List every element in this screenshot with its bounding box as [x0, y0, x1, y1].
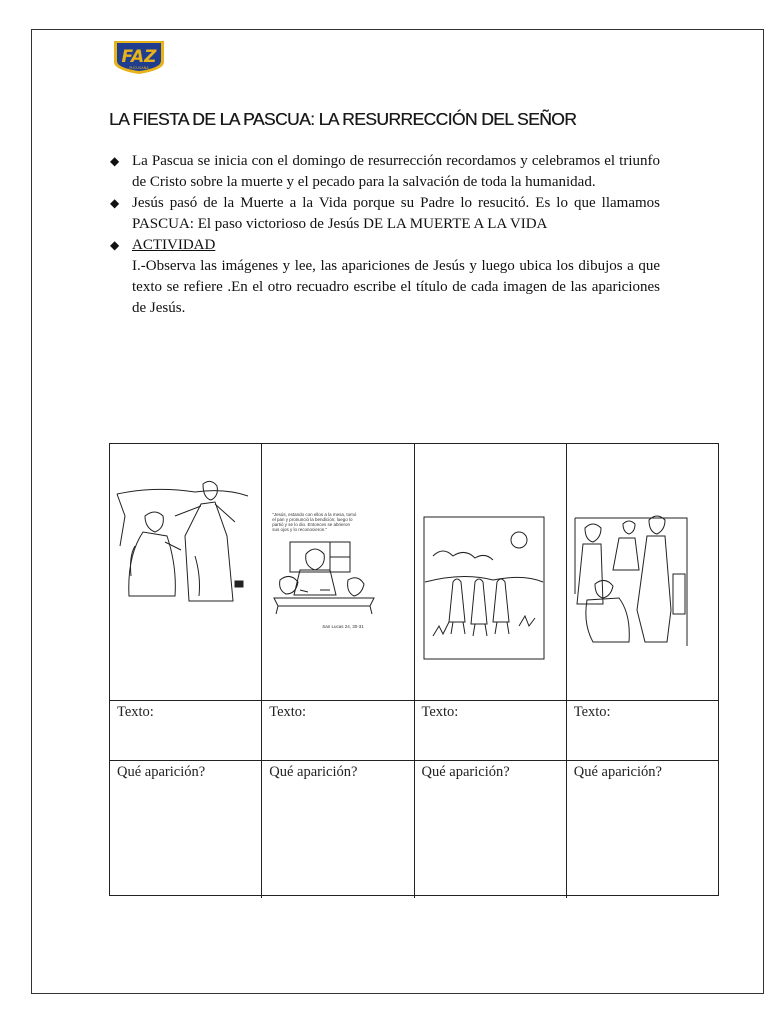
- logo-subtext: PUCUSANA: [129, 66, 149, 70]
- texto-row: [110, 700, 718, 761]
- diamond-bullet-icon: ◆: [110, 238, 120, 252]
- bullet-text: Jesús pasó de la Muerte a la Vida porque su Padre lo resucitó. Es lo que llamamos PASCUA: El paso victorioso de Jesús DE LA MUERTE A LA VIDA: [132, 195, 660, 232]
- activity-text: I.-Observa las imágenes y lee, las apariciones de Jesús y luego ubica los dibujos a que texto se refiere .En el otro recuadro escribe el título de cada imagen de las apariciones de Jesús.: [132, 258, 660, 316]
- image-cell-3: [414, 444, 566, 700]
- bullet-item-activity: [108, 235, 660, 319]
- activity-label: ACTIVIDAD: [132, 237, 216, 253]
- page-title: LA FIESTA DE LA PASCUA: LA RESURRECCIÓN DEL SEÑOR: [109, 109, 577, 129]
- apparition-illustration-2: [270, 510, 382, 635]
- que-aparicion-row: [110, 760, 718, 898]
- que-aparicion-cell-2[interactable]: [261, 761, 413, 898]
- activity-table: [109, 443, 719, 896]
- texto-cell-1[interactable]: [110, 701, 261, 761]
- texto-cell-2[interactable]: [261, 701, 413, 761]
- que-aparicion-label: Qué aparición?: [269, 764, 358, 780]
- que-aparicion-cell-4[interactable]: [566, 761, 718, 898]
- apparition-illustration-1: [115, 476, 250, 606]
- bullet-text: La Pascua se inicia con el domingo de resurrección recordamos y celebramos el triunfo de Cristo sobre la muerte y el pecado para la salvación de toda la humanidad.: [132, 153, 660, 190]
- image-cell-1: [110, 444, 261, 700]
- bullet-item: [108, 193, 660, 235]
- que-aparicion-label: Qué aparición?: [421, 764, 510, 780]
- que-aparicion-cell-3[interactable]: [414, 761, 566, 898]
- image-cell-2: [261, 444, 413, 700]
- bullet-list: [108, 151, 660, 319]
- que-aparicion-label: Qué aparición?: [117, 764, 206, 780]
- texto-label: Texto:: [421, 704, 459, 720]
- que-aparicion-cell-1[interactable]: [110, 761, 261, 898]
- image-2-caption: "Jesús, estando con ellos a la mesa, tomó el pan y pronunció la bendición; luego lo partió y se lo dio. Entonces se abrieron sus ojos y lo reconocieron.": [272, 512, 357, 532]
- texto-cell-4[interactable]: [566, 701, 718, 761]
- texto-label: Texto:: [573, 704, 611, 720]
- image-2-reference: San Lucas 24, 30-31: [322, 624, 364, 629]
- diamond-bullet-icon: ◆: [110, 196, 120, 210]
- apparition-illustration-3: [423, 516, 545, 661]
- que-aparicion-label: Qué aparición?: [573, 764, 662, 780]
- logo-text: FAZ: [121, 47, 157, 67]
- texto-label: Texto:: [269, 704, 307, 720]
- texto-label: Texto:: [117, 704, 154, 720]
- apparition-illustration-4: [573, 514, 691, 649]
- texto-cell-3[interactable]: [414, 701, 566, 761]
- faz-logo-icon: [108, 38, 170, 76]
- image-row: [110, 444, 718, 700]
- image-cell-4: [566, 444, 718, 700]
- bullet-item: [108, 151, 660, 193]
- diamond-bullet-icon: ◆: [110, 154, 120, 168]
